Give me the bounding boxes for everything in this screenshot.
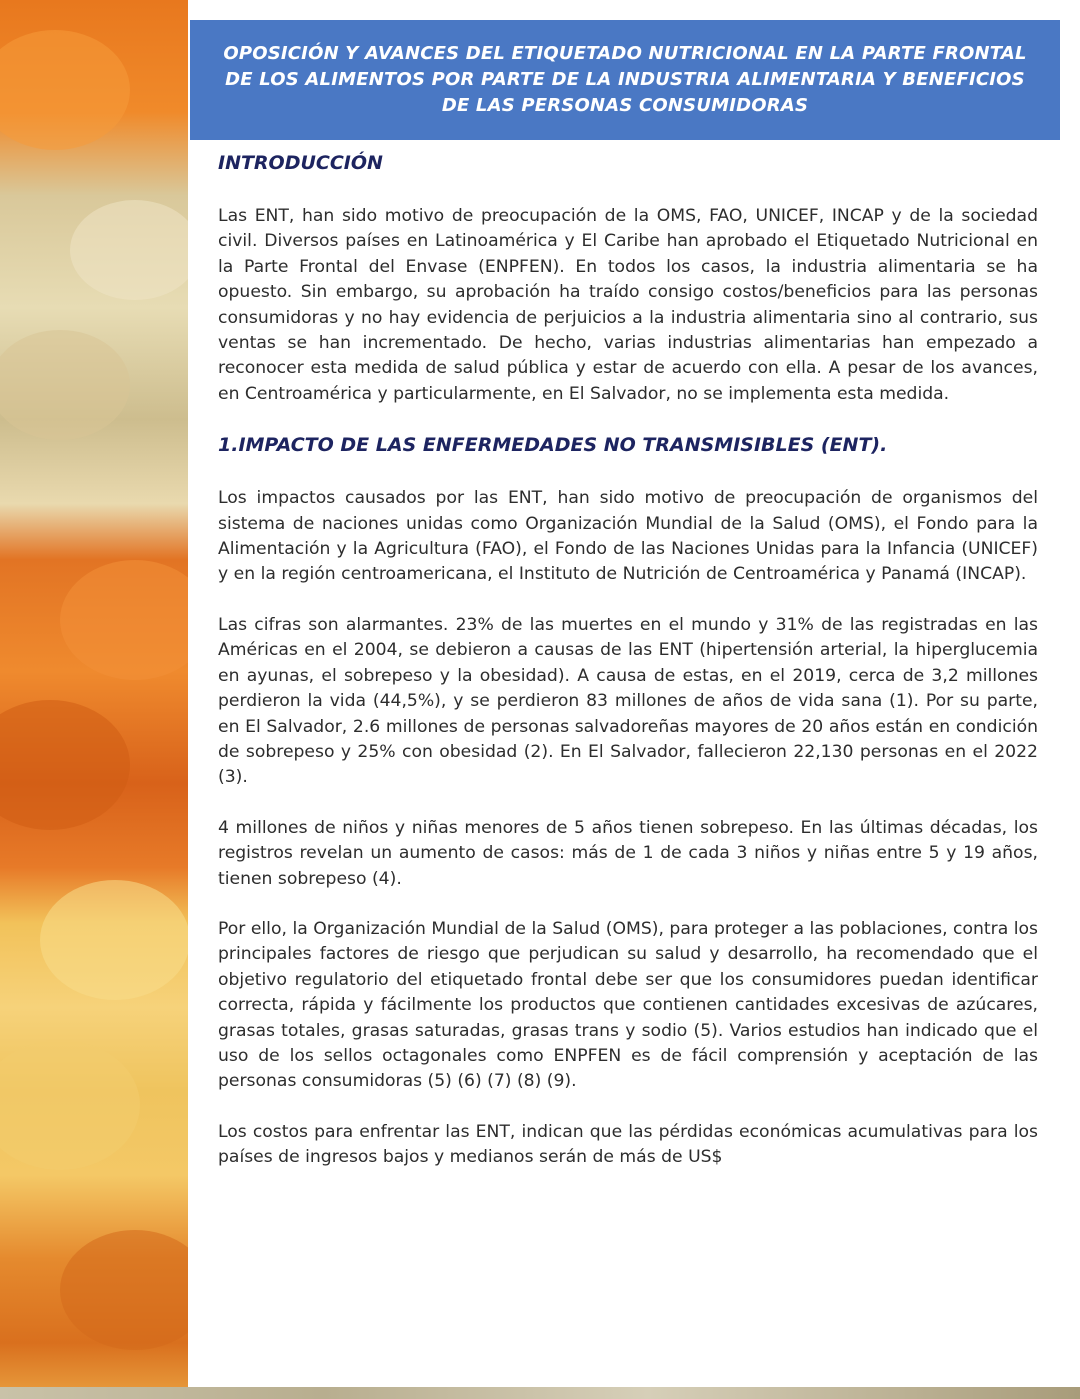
section-heading-impact: 1.IMPACTO DE LAS ENFERMEDADES NO TRANSMISIBLES (ENT). xyxy=(218,434,888,457)
chip-shape xyxy=(0,330,130,440)
document-page xyxy=(188,0,1080,1399)
impact-paragraph: 4 millones de niños y niñas menores de 5 años tienen sobrepeso. En las últimas décadas, los registros revelan un aumento de casos: más de 1 de cada 3 niños y niñas entre 5 y 19 años, tienen sobrepeso (4). xyxy=(218,817,1038,889)
potato-chips-photo xyxy=(0,0,188,1399)
impact-paragraph: Las cifras son alarmantes. 23% de las muertes en el mundo y 31% de las registradas en las Américas en el 2004, se debieron a causas de las ENT (hipertensión arterial, la hiperglucemia en ayunas, el sobrepeso y la obesidad). A causa de estas, en el 2019, cerca de 3,2 millones perdieron la vida (44,5%), y se perdieron 83 millones de años de vida sana (1). Por su parte, en El Salvador, 2.6 millones de personas salvadoreñas mayores de 20 años están en condición de sobrepeso y 25% con obesidad (2). En El Salvador, fallecieron 22,130 personas en el 2022 (3). xyxy=(218,614,1038,788)
chip-shape xyxy=(0,1040,140,1170)
chip-shape xyxy=(40,880,188,1000)
bottom-photo-strip xyxy=(0,1387,1080,1399)
chip-shape xyxy=(60,1230,188,1350)
chip-shape xyxy=(70,200,188,300)
body-column xyxy=(218,150,1038,1171)
intro-paragraph: Las ENT, han sido motivo de preocupación de la OMS, FAO, UNICEF, INCAP y de la sociedad civil. Diversos países en Latinoamérica y El Caribe han aprobado el Etiquetado Nutricional en la Parte Frontal del Envase (ENPFEN). En todos los casos, la industria alimentaria se ha opuesto. Sin embargo, su aprobación ha traído consigo costos/beneficios para las personas consumidoras y no hay evidencia de perjuicios a la industria alimentaria sino al contrario, sus ventas se han incrementado. De hecho, varias industrias alimentarias han empezado a reconocer esta medida de salud pública y estar de acuerdo con ella. A pesar de los avances, en Centroamérica y particularmente, en El Salvador, no se implementa esta medida. xyxy=(218,206,1038,404)
impact-paragraph: Los impactos causados por las ENT, han sido motivo de preocupación de organismos del sistema de naciones unidas como Organización Mundial de la Salud (OMS), el Fondo para la Alimentación y la Agricultura (FAO), el Fondo de las Naciones Unidas para la Infancia (UNICEF) y en la región centroamericana, el Instituto de Nutrición de Centroamérica y Panamá (INCAP). xyxy=(218,488,1038,585)
section-heading-intro: INTRODUCCIÓN xyxy=(218,152,383,174)
impact-paragraph: Los costos para enfrentar las ENT, indican que las pérdidas económicas acumulativas para los países de ingresos bajos y medianos serán de más de US$ xyxy=(218,1121,1038,1168)
document-title: OPOSICIÓN Y AVANCES DEL ETIQUETADO NUTRICIONAL EN LA PARTE FRONTAL DE LOS ALIMENTOS POR PARTE DE LA INDUSTRIA ALIMENTARIA Y BENEFICIOS DE LAS PERSONAS CONSUMIDORAS xyxy=(223,43,1027,116)
title-banner xyxy=(190,20,1060,140)
chip-shape xyxy=(0,30,130,150)
chip-shape xyxy=(0,700,130,830)
impact-paragraph: Por ello, la Organización Mundial de la Salud (OMS), para proteger a las poblaciones, contra los principales factores de riesgo que perjudican su salud y desarrollo, ha recomendado que el objetivo regulatorio del etiquetado frontal debe ser que los consumidores puedan identificar correcta, rápida y fácilmente los productos que contienen cantidades excesivas de azúcares, grasas totales, grasas saturadas, grasas trans y sodio (5). Varios estudios han indicado que el uso de los sellos octagonales como ENPFEN es de fácil comprensión y aceptación de las personas consumidoras (5) (6) (7) (8) (9). xyxy=(218,918,1038,1092)
chip-shape xyxy=(60,560,188,680)
